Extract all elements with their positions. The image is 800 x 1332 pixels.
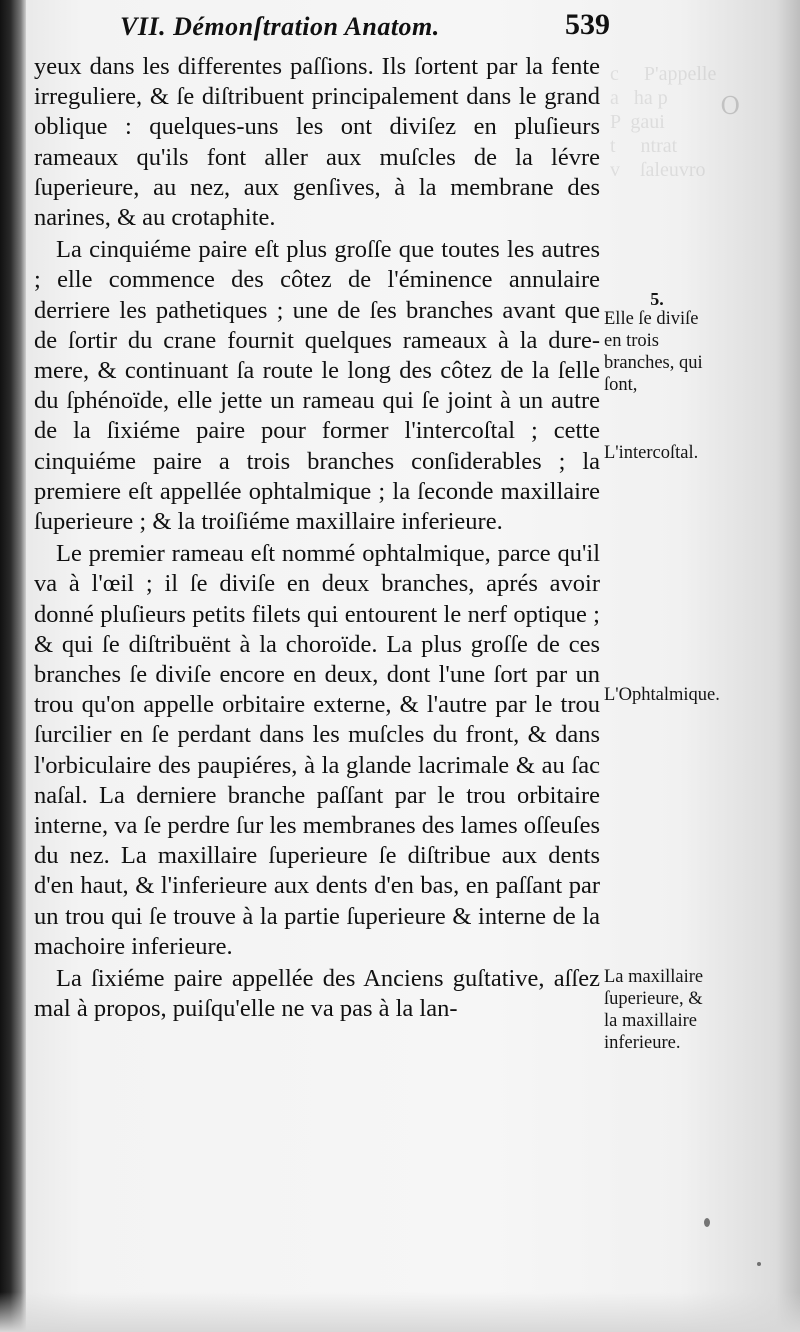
- margin-note-text: L'Ophtalmique.: [604, 685, 720, 705]
- page-header: [120, 8, 610, 48]
- body-text: [34, 52, 600, 1025]
- running-head: VII. Démonſtration Anatom.: [120, 12, 440, 41]
- ink-speck: [704, 1218, 710, 1227]
- margin-note-maxillary: [604, 966, 704, 1054]
- margin-note-intercostal: [604, 442, 710, 464]
- page-gutter-shadow: [0, 0, 26, 1332]
- margin-note-text: L'intercoſtal.: [604, 443, 699, 463]
- margin-note-text: La maxillaire ſuperieure, & la maxillaire inferieure.: [604, 967, 704, 1053]
- bleed-through-paren: O: [720, 92, 740, 120]
- paragraph: Le premier rameau eſt nommé ophtalmique, parce qu'il va à l'œil ; il ſe diviſe en deux branches, aprés avoir donné pluſieurs petits filets qui entourent le nerf optique ; & qui ſe diſtribuënt à la choroïde. La plus groſſe de ces branches ſe diviſe encore en deux, dont l'une ſort par un trou qu'on appelle orbitaire externe, & l'autre par le trou ſurcilier en ſe perdant dans les muſcles du front, & dans l'orbiculaire des paupiéres, à la glande lacrimale & au ſac naſal. La derniere branche paſſant par le trou orbitaire interne, va ſe perdre ſur les membranes des lames oſſeuſes du nez. La maxillaire ſuperieure ſe diſtribue aux dents d'en haut, & l'inferieure aux dents d'en bas, en paſſant par un trou qui ſe trouve à la partie ſuperieure & interne de la machoire inferieure.: [34, 540, 601, 960]
- page-number: 539: [565, 8, 610, 41]
- margin-note-number: 5.: [650, 289, 664, 309]
- paragraph: La ſixiéme paire appellée des Anciens guſtative, aſſez mal à propos, puiſqu'elle ne va pas à la lan-: [34, 965, 600, 1023]
- margin-note-division: [604, 290, 710, 396]
- bleed-through-marks: c P'appelle a ha p P gaui t ntrat v ſaleuvro: [610, 63, 717, 181]
- ink-speck: [757, 1262, 761, 1266]
- margin-note-text: Elle ſe diviſe en trois branches, qui ſont,: [604, 309, 703, 395]
- paragraph: yeux dans les differentes paſſions. Ils ſortent par la fente irreguliere, & ſe diſtribuent principalement dans le grand oblique : quelques-uns les ont diviſez en pluſieurs rameaux qu'ils font aller aux muſcles de la lévre ſuperieure, au nez, aux genſives, à la membrane des narines, & au crotaphite.: [34, 53, 600, 232]
- page-bottom-shadow: [0, 1292, 800, 1332]
- margin-note-ophthalmic: [604, 684, 720, 706]
- paragraph: La cinquiéme paire eſt plus groſſe que toutes les autres ; elle commence des côtez de l'éminence annulaire derriere les pathetiques ; une de ſes branches avant que de ſortir du crane fournit quelques rameaux à la dure-mere, & continuant ſa route le long des côtez de la ſelle du ſphénoïde, elle jette un rameau qui ſe joint à un autre de la ſixiéme paire pour former l'intercoſtal ; cette cinquiéme paire a trois branches conſiderables ; la premiere eſt appellée ophtalmique ; la ſeconde maxillaire ſuperieure ; & la troiſiéme maxillaire inferieure.: [34, 236, 600, 536]
